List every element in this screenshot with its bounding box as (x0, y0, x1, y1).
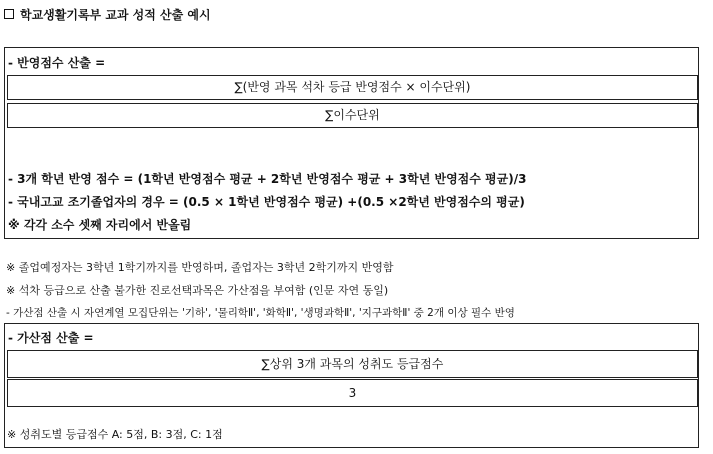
bonus-formula-numerator: ∑상위 3개 과목의 성취도 등급점수 (7, 350, 698, 378)
graduation-note: ※ 졸업예정자는 3학년 1학기까지를 반영하며, 졸업자는 3학년 2학기까지 반영함 (6, 261, 394, 274)
bonus-section-title: - 가산점 산출 = (8, 331, 94, 345)
bonus-formula-denominator: 3 (7, 379, 698, 407)
score-calculation-box (4, 47, 699, 239)
score-formula-denominator: ∑이수단위 (7, 103, 698, 128)
score-formula-numerator: ∑(반영 과목 석차 등급 반영점수 × 이수단위) (7, 75, 698, 100)
elective-note: ※ 석차 등급으로 산출 불가한 진로선택과목은 가산점을 부여함 (인문 자연 동일) (6, 284, 389, 297)
rounding-note: ※ 각각 소수 셋째 자리에서 반올림 (8, 218, 192, 232)
square-bullet-icon (4, 9, 14, 19)
heading-text: 학교생활기록부 교과 성적 산출 예시 (20, 8, 211, 22)
science-requirement-note: - 가산점 산출 시 자연계열 모집단위는 '기하', '물리학Ⅱ', '화학Ⅱ', '생명과학Ⅱ', '지구과학Ⅱ' 중 2개 이상 필수 반영 (6, 307, 515, 319)
grade-point-note: ※ 성취도별 등급점수 A: 5점, B: 3점, C: 1점 (7, 428, 223, 441)
score-section-title: - 반영점수 산출 = (8, 56, 106, 70)
document-heading (4, 6, 211, 23)
early-graduate-formula: - 국내고교 조기졸업자의 경우 = (0.5 × 1학년 반영점수 평균) +(0.5 ×2학년 반영점수의 평균) (8, 195, 525, 209)
bonus-calculation-box (4, 323, 699, 448)
three-year-formula: - 3개 학년 반영 점수 = (1학년 반영점수 평균 + 2학년 반영점수 평균 + 3학년 반영점수 평균)/3 (8, 172, 527, 186)
